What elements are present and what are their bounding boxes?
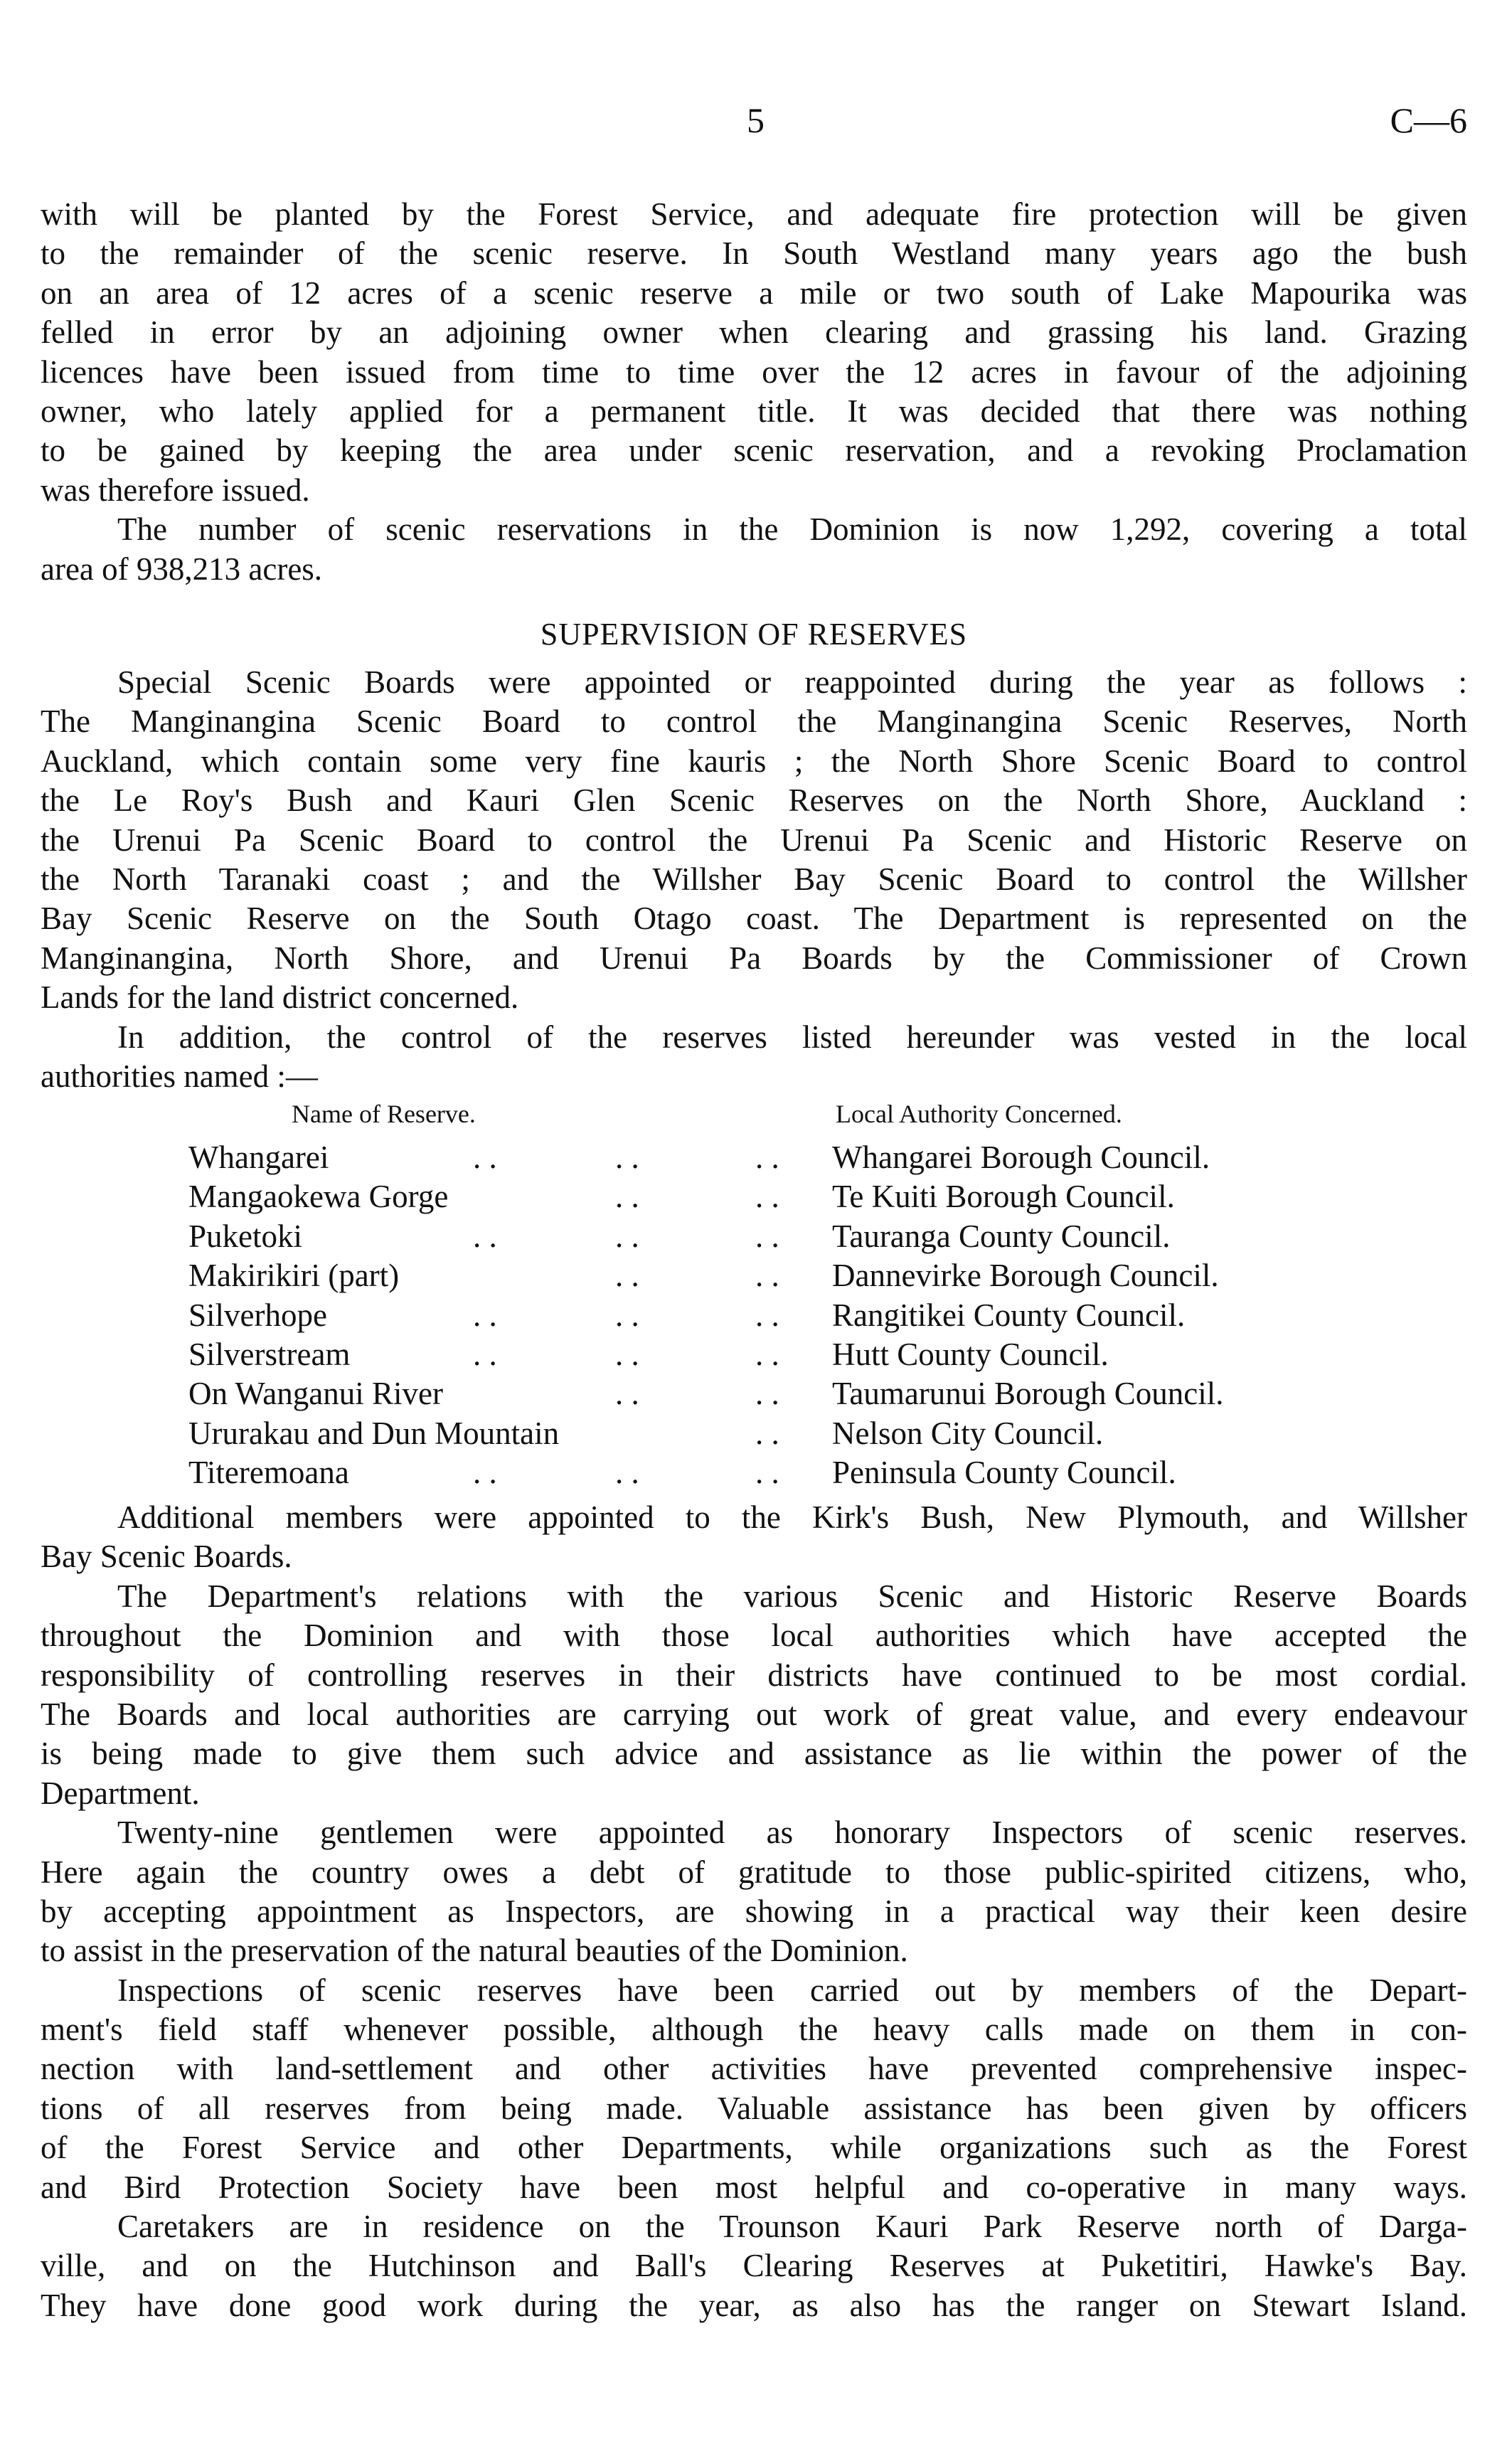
reserve-name: Ururakau and Dun Mountain [188,1415,560,1451]
text-line: owner, who lately applied for a permanent title. It was decided that there was nothing [41,393,1467,429]
text-line: felled in error by an adjoining owner when clearing and grassing his land. Grazing [41,314,1467,351]
dot-leader: . . [615,1218,639,1254]
text-line: to assist in the preservation of the natural beauties of the Dominion. [41,1933,908,1969]
dot-leader: . . [473,1337,497,1372]
dot-leader: . . [755,1455,779,1491]
dot-leader: . . [755,1297,779,1333]
dot-leader: . . [755,1258,779,1294]
text-line: authorities named :— [41,1058,318,1094]
paragraph-special-boards [41,663,1467,1018]
reserve-name: Silverhope [188,1297,327,1333]
table-row [0,1414,1507,1453]
text-line: on an area of 12 acres of a scenic reserve a mile or two south of Lake Mapourika was [41,275,1467,311]
reserve-name: Whangarei [188,1140,329,1175]
section [41,610,1467,659]
text-line: tions of all reserves from being made. Valuable assistance has been given by officers [41,2090,1467,2126]
text-line: ville, and on the Hutchinson and Ball's Clearing Reserves at Puketitiri, Hawke's Bay. [41,2248,1467,2284]
table-row [0,1296,1507,1335]
dot-leader: . . [615,1179,639,1215]
text-line: the Urenui Pa Scenic Board to control the Urenui Pa Scenic and Historic Reserve on [41,822,1467,858]
reserve-name: Silverstream [188,1337,351,1372]
local-authority: Whangarei Borough Council. [832,1140,1210,1175]
text-line: The number of scenic reservations in the Dominion is now 1,292, covering a total [117,511,1467,548]
text-line: Twenty-nine gentlemen were appointed as honorary Inspectors of scenic reserves. [117,1815,1467,1851]
reserve-name: Mangaokewa Gorge [188,1179,449,1215]
text-line: Bay Scenic Reserve on the South Otago coast. The Department is represented on the [41,901,1467,937]
table-row [0,1217,1507,1256]
reserve-name: Titeremoana [188,1455,349,1491]
local-authority: Hutt County Council. [832,1337,1109,1372]
page-number: 5 [747,100,765,140]
paragraph-scenic-count [41,510,1467,589]
text-line: nection with land-settlement and other activities have prevented comprehensive inspec- [41,2051,1467,2087]
dot-leader: . . [755,1179,779,1215]
text-line: Department. [41,1775,200,1811]
table-row [0,1138,1507,1177]
text-line: by accepting appointment as Inspectors, are showing in a practical way their keen desire [41,1893,1467,1929]
paragraph-inspections [41,1971,1467,2207]
text-line: area of 938,213 acres. [41,551,323,587]
dot-leader: . . [615,1376,639,1412]
dot-leader: . . [473,1140,497,1175]
paragraph-continued [41,195,1467,510]
text-line: to the remainder of the scenic reserve. In South Westland many years ago the bush [41,235,1467,272]
table-row [0,1256,1507,1295]
reserve-name: Puketoki [188,1218,303,1254]
text-line: The Department's relations with the various Scenic and Historic Reserve Boards [117,1578,1467,1614]
text-block-top [41,195,1467,589]
local-authority: Te Kuiti Borough Council. [832,1179,1175,1215]
text-line: and Bird Protection Society have been most helpful and co-operative in many ways. [41,2169,1467,2205]
local-authority: Rangitikei County Council. [832,1297,1186,1333]
text-line: with will be planted by the Forest Service, and adequate fire protection will be given [41,196,1467,232]
text-line: They have done good work during the year, as also has the ranger on Stewart Island. [41,2287,1467,2323]
dot-leader: . . [473,1455,497,1491]
text-line: Additional members were appointed to the Kirk's Bush, New Plymouth, and Willsher [117,1499,1467,1535]
text-line: Lands for the land district concerned. [41,979,519,1016]
local-authority: Taumarunui Borough Council. [832,1376,1224,1412]
local-authority: Nelson City Council. [832,1415,1104,1451]
page-code: C—6 [1390,100,1467,140]
dot-leader: . . [615,1140,639,1175]
text-line: is being made to give them such advice and assistance as lie within the power of the [41,1736,1467,1772]
local-authority: Dannevirke Borough Council. [832,1258,1219,1294]
text-line: Bay Scenic Boards. [41,1539,292,1575]
text-line: licences have been issued from time to time over the 12 acres in favour of the adjoining [41,354,1467,390]
text-line: to be gained by keeping the area under scenic reservation, and a revoking Proclamation [41,432,1467,469]
dot-leader: . . [755,1337,779,1372]
table-row [0,1177,1507,1216]
dot-leader: . . [615,1297,639,1333]
text-line: throughout the Dominion and with those local authorities which have accepted the [41,1618,1467,1654]
paragraph-inspectors [41,1813,1467,1971]
text-block-boards [41,663,1467,1096]
paragraph-caretakers [41,2207,1467,2325]
local-authority: Tauranga County Council. [832,1218,1171,1254]
reserve-name: On Wanganui River [188,1376,443,1412]
table-row [0,1374,1507,1413]
text-line: Auckland, which contain some very fine kauris ; the North Shore Scenic Board to control [41,743,1467,779]
text-line: Special Scenic Boards were appointed or reappointed during the year as follows : [117,664,1467,700]
text-line: In addition, the control of the reserves listed hereunder was vested in the local [117,1019,1467,1055]
text-line: of the Forest Service and other Departments, while organizations such as the Forest [41,2130,1467,2166]
dot-leader: . . [755,1415,779,1451]
text-line: was therefore issued. [41,472,310,508]
dot-leader: . . [755,1376,779,1412]
text-line: the Le Roy's Bush and Kauri Glen Scenic Reserves on the North Shore, Auckland : [41,782,1467,819]
paragraph-local-authorities [41,1018,1467,1097]
dot-leader: . . [755,1140,779,1175]
reserve-name: Makirikiri (part) [188,1258,400,1294]
table-row [0,1453,1507,1492]
local-authority: Peninsula County Council. [832,1455,1176,1491]
text-line: Here again the country owes a debt of gratitude to those public-spirited citizens, who, [41,1854,1467,1890]
dot-leader: . . [473,1218,497,1254]
paragraph-additional-members [41,1498,1467,1577]
dot-leader: . . [615,1337,639,1372]
text-line: Caretakers are in residence on the Trounson Kauri Park Reserve north of Darga- [117,2209,1467,2245]
text-line: ment's field staff whenever possible, although the heavy calls made on them in con- [41,2012,1467,2048]
text-line: The Manginangina Scenic Board to control the Manginangina Scenic Reserves, North [41,703,1467,740]
paragraph-relations [41,1577,1467,1813]
text-line: Manginangina, North Shore, and Urenui Pa Boards by the Commissioner of Crown [41,940,1467,976]
dot-leader: . . [755,1218,779,1254]
dot-leader: . . [615,1455,639,1491]
text-line: responsibility of controlling reserves in their districts have continued to be most cordial. [41,1657,1467,1693]
section-heading: SUPERVISION OF RESERVES [540,617,968,652]
table-header-authority: Local Authority Concerned. [836,1100,1122,1128]
table-header-reserve: Name of Reserve. [292,1100,476,1128]
text-line: Inspections of scenic reserves have been carried out by members of the Depart- [117,1972,1467,2008]
text-line: the North Taranaki coast ; and the Willsher Bay Scenic Board to control the Willsher [41,861,1467,897]
dot-leader: . . [473,1297,497,1333]
dot-leader: . . [615,1258,639,1294]
table-row [0,1335,1507,1374]
text-block-bottom [41,1498,1467,2325]
text-line: The Boards and local authorities are carrying out work of great value, and every endeavour [41,1696,1467,1732]
